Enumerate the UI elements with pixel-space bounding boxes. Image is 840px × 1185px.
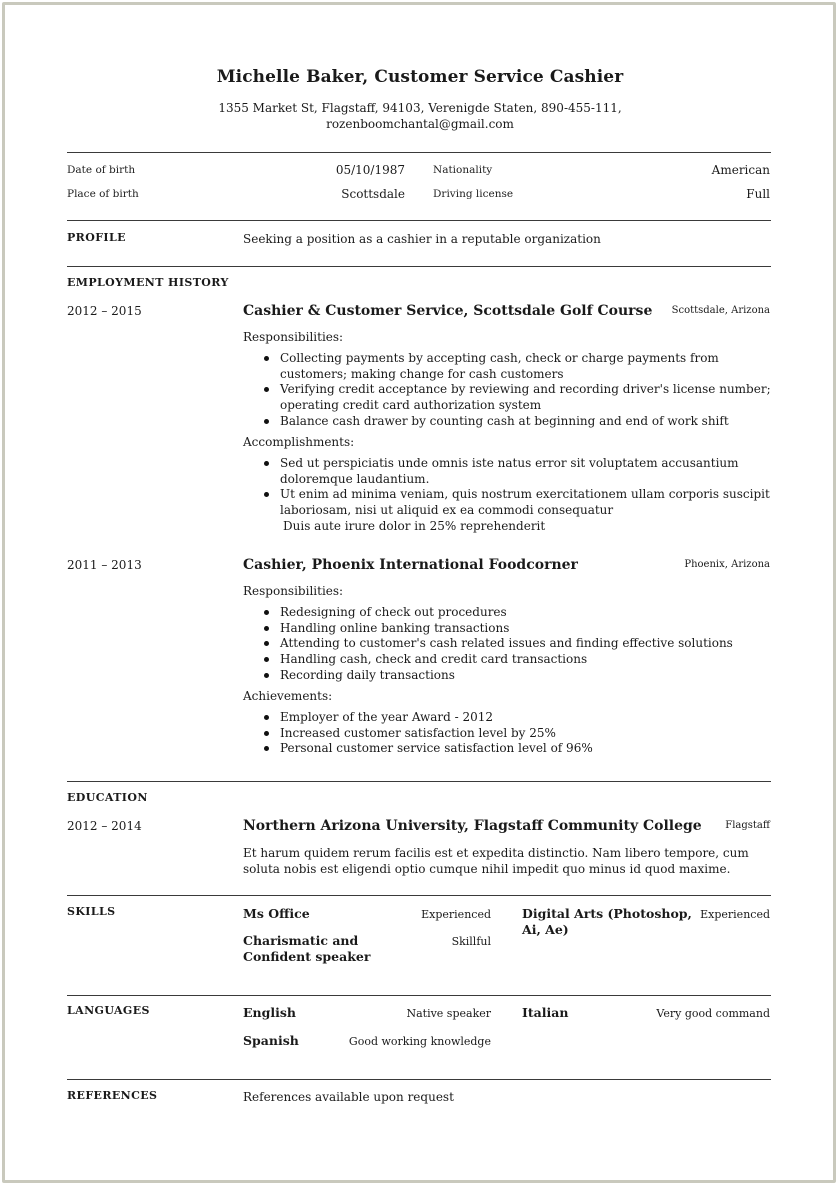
license-label: Driving license	[433, 188, 514, 200]
list-item: Handling online banking transactions	[243, 621, 778, 637]
skill-name: Digital Arts (Photoshop, Ai, Ae)	[522, 906, 692, 937]
references-heading: REFERENCES	[67, 1089, 158, 1102]
language-name: Italian	[522, 1005, 569, 1020]
dob-value: 05/10/1987	[335, 163, 405, 177]
skill-name: Ms Office	[243, 906, 310, 921]
education-location: Flagstaff	[725, 820, 770, 831]
divider	[67, 266, 771, 267]
profile-heading: PROFILE	[67, 231, 126, 244]
language-level: Good working knowledge	[348, 1035, 491, 1048]
job-location: Phoenix, Arizona	[684, 559, 770, 570]
dob-label: Date of birth	[67, 164, 136, 176]
achievements-list	[243, 710, 778, 757]
list-item: Balance cash drawer by counting cash at beginning and end of work shift	[243, 414, 773, 430]
license-value: Full	[746, 187, 770, 201]
name-title: Michelle Baker, Customer Service Cashier	[216, 67, 624, 87]
list-item: Collecting payments by accepting cash, check or charge payments from customers; making change for cash customers	[243, 351, 773, 382]
job-title: Cashier, Phoenix International Foodcorner	[243, 557, 578, 573]
skill-name: Charismatic and Confident speaker	[243, 933, 371, 964]
education-dates: 2012 – 2014	[67, 819, 142, 833]
nationality-value: American	[711, 163, 770, 177]
divider	[67, 895, 771, 896]
divider	[67, 781, 771, 782]
responsibilities-label: Responsibilities:	[243, 584, 344, 598]
language-name: Spanish	[243, 1033, 299, 1048]
language-level: Native speaker	[406, 1007, 491, 1020]
list-item: Ut enim ad minima veniam, quis nostrum exercitationem ullam corporis suscipit laboriosam, nisi ut aliquid ex ea commodi consequatur	[243, 487, 773, 518]
education-description: Et harum quidem rerum facilis est et expedita distinctio. Nam libero tempore, cum soluta nobis est eligendi optio cumque nihil impedit quo minus id quod maxime.	[243, 846, 749, 876]
languages-heading: LANGUAGES	[67, 1004, 150, 1017]
list-item: Sed ut perspiciatis unde omnis iste natus error sit voluptatem accusantium doloremque laudantium.	[243, 456, 773, 487]
list-item: Personal customer service satisfaction level of 96%	[243, 741, 778, 757]
address-line: 1355 Market St, Flagstaff, 94103, Verenigde Staten, 890-455-111,	[218, 101, 622, 115]
skill-level: Experienced	[421, 908, 491, 921]
divider	[67, 995, 771, 996]
pob-value: Scottsdale	[341, 187, 405, 201]
list-item: Handling cash, check and credit card transactions	[243, 652, 778, 668]
list-item: Increased customer satisfaction level by 25%	[243, 726, 778, 742]
language-name: English	[243, 1005, 296, 1020]
skills-heading: SKILLS	[67, 905, 116, 918]
list-item: Redesigning of check out procedures	[243, 605, 778, 621]
email-line: rozenboomchantal@gmail.com	[326, 117, 514, 131]
divider	[67, 220, 771, 221]
profile-text: Seeking a position as a cashier in a reputable organization	[243, 232, 601, 246]
responsibilities-list	[243, 351, 773, 430]
list-item: Recording daily transactions	[243, 668, 778, 684]
education-heading: EDUCATION	[67, 791, 148, 804]
job-location: Scottsdale, Arizona	[671, 305, 770, 316]
employment-heading: EMPLOYMENT HISTORY	[67, 276, 229, 289]
job-dates: 2012 – 2015	[67, 304, 142, 318]
accomplishments-label: Accomplishments:	[243, 435, 355, 449]
accomplishments-list	[243, 456, 773, 519]
education-title: Northern Arizona University, Flagstaff Community College	[243, 818, 702, 834]
references-text: References available upon request	[243, 1090, 454, 1104]
responsibilities-label: Responsibilities:	[243, 330, 344, 344]
divider	[67, 1079, 771, 1080]
list-item: Attending to customer's cash related issues and finding effective solutions	[243, 636, 778, 652]
job-dates: 2011 – 2013	[67, 558, 142, 572]
list-item: Employer of the year Award - 2012	[243, 710, 778, 726]
language-level: Very good command	[656, 1007, 770, 1020]
divider	[67, 152, 771, 153]
skill-level: Skillful	[451, 935, 491, 948]
job-title: Cashier & Customer Service, Scottsdale Golf Course	[243, 303, 653, 319]
list-item: Verifying credit acceptance by reviewing and recording driver's license number; operating credit card authorization system	[243, 382, 773, 413]
accomplishment-note: Duis aute irure dolor in 25% reprehenderit	[283, 519, 546, 533]
responsibilities-list	[243, 605, 778, 684]
nationality-label: Nationality	[433, 164, 493, 176]
pob-label: Place of birth	[67, 188, 139, 200]
skill-level: Experienced	[700, 908, 770, 921]
achievements-label: Achievements:	[243, 689, 333, 703]
